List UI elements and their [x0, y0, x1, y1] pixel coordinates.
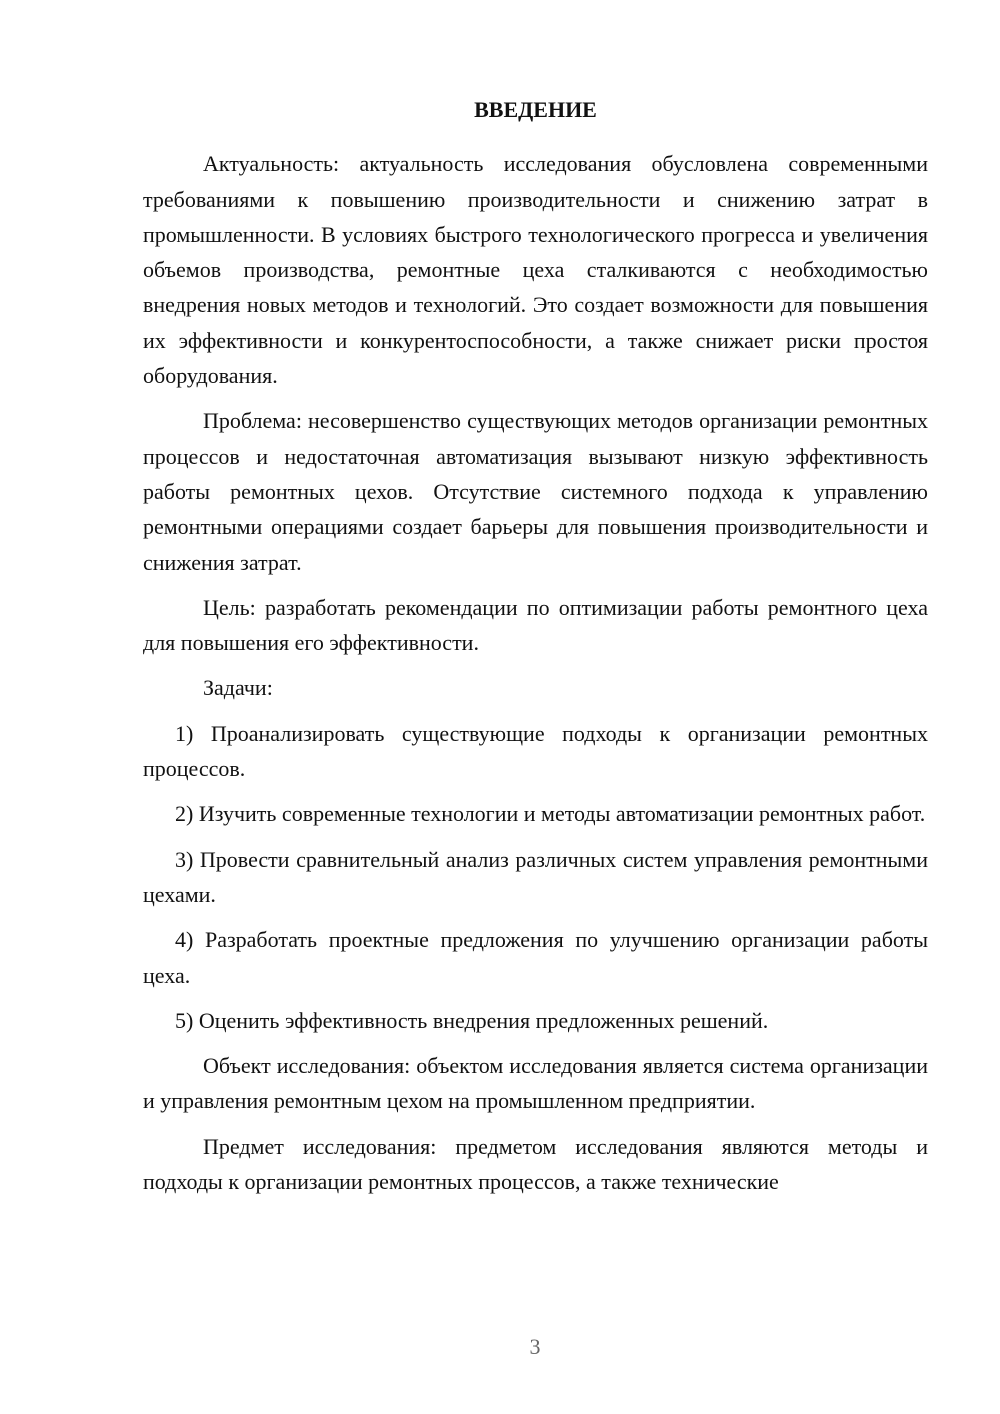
task-item-2: 2) Изучить современные технологии и методы автоматизации ремонтных работ.	[175, 801, 926, 827]
document-page	[143, 92, 928, 1199]
page-number: 3	[529, 1334, 541, 1359]
paragraph-goal: Цель: разработать рекомендации по оптимизации работы ремонтного цеха для повышения его эффективности.	[143, 594, 928, 656]
paragraph-subject: Предмет исследования: предметом исследования являются методы и подходы к организации ремонтных процессов, а также технические	[143, 1133, 928, 1195]
paragraph-problem: Проблема: несовершенство существующих методов организации ремонтных процессов и недостаточная автоматизация вызывают низкую эффективность работы ремонтных цехов. Отсутствие системного подхода к управлению ремонтными операциями создает барьеры для повышения производительности и снижения затрат.	[143, 408, 928, 575]
task-item-1: 1) Проанализировать существующие подходы к организации ремонтных процессов.	[143, 720, 928, 782]
task-item-3: 3) Провести сравнительный анализ различных систем управления ремонтными цехами.	[143, 846, 928, 907]
task-item-4: 4) Разработать проектные предложения по улучшению организации работы цеха.	[143, 927, 928, 988]
task-item-5: 5) Оценить эффективность внедрения предложенных решений.	[175, 1007, 769, 1033]
paragraph-object: Объект исследования: объектом исследования является система организации и управления ремонтным цехом на промышленном предприятии.	[143, 1053, 928, 1114]
paragraph-relevance: Актуальность: актуальность исследования обусловлена современными требованиями к повышению производительности и снижению затрат в промышленности. В условиях быстрого технологического прогресса и увеличения объемов производства, ремонтные цеха сталкиваются с необходимостью внедрения новых методов и технологий. Это создает возможности для повышения их эффективности и конкурентоспособности, а также снижает риски простоя оборудования.	[143, 151, 928, 389]
page-title: ВВЕДЕНИЕ	[474, 97, 597, 122]
tasks-title: Задачи:	[203, 675, 273, 701]
